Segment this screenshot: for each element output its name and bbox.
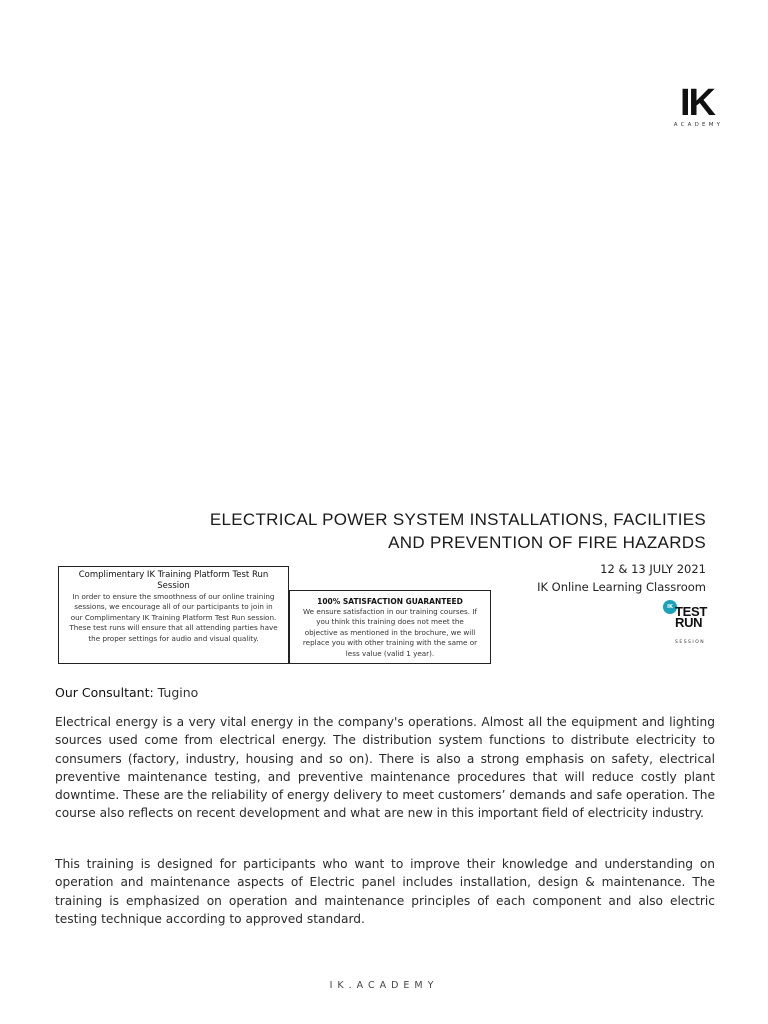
description-paragraph-2: This training is designed for participants who want to improve their knowledge and understanding on operation and maintenance aspects of Electric panel includes installation, design & maintenance. The training is emphasized on operation and maintenance principles of each component and also electric testing technique according to approved standard.	[55, 857, 715, 926]
badge-star-icon: IK	[663, 600, 677, 614]
consultant-label: Our Consultant:	[55, 685, 154, 700]
test-run-box-body: In order to ensure the smoothness of our online training sessions, we encourage all of our participants to join in our Complimentary IK Training Platform Test Run session. These test runs will ensure that all attending parties have the proper settings for audio and visual quality.	[69, 592, 278, 643]
badge-line-2: RUN	[675, 615, 703, 630]
consultant-name: Tugino	[157, 685, 199, 700]
course-meta	[537, 560, 706, 596]
description-paragraph-1: Electrical energy is a very vital energy in the company's operations. Almost all the equipment and lighting sources used come from electrical energy. The distribution system functions to distribute electricity to consumers (factory, industry, housing and so on). There is also a strong emphasis on safety, electrical preventive maintenance testing, and preventive maintenance procedures that will reduce costly plant downtime. These are the reliability of energy delivery to meet customers’ demands and safe operation. The course also reflects on recent development and what are new in this important field of electricity industry.	[55, 715, 715, 821]
badge-subtitle: SESSION	[675, 640, 706, 645]
logo-subtitle: ACADEMY	[673, 122, 724, 128]
consultant-line	[55, 684, 198, 702]
course-venue: IK Online Learning Classroom	[537, 580, 706, 594]
course-title-line-1: ELECTRICAL POWER SYSTEM INSTALLATIONS, FACILITIES	[209, 510, 706, 529]
test-run-info-box	[58, 566, 289, 664]
footer-brand: IK.ACADEMY	[329, 980, 439, 991]
course-title	[106, 508, 706, 554]
badge-line-1: TEST	[675, 604, 708, 619]
course-title-line-2: AND PREVENTION OF FIRE HAZARDS	[388, 533, 706, 552]
satisfaction-box-title: 100% SATISFACTION GUARANTEED	[317, 597, 463, 606]
ik-academy-logo	[668, 82, 726, 128]
logo-mark: IK	[680, 82, 714, 124]
test-run-box-title: Complimentary IK Training Platform Test Run Session	[78, 570, 269, 591]
course-date: 12 & 13 JULY 2021	[600, 562, 706, 576]
satisfaction-guarantee-box	[289, 590, 491, 664]
satisfaction-box-body: We ensure satisfaction in our training courses. If you think this training does not meet the objective as mentioned in the brochure, we will replace you with other training with the same or less value (valid 1 year).	[302, 607, 478, 658]
